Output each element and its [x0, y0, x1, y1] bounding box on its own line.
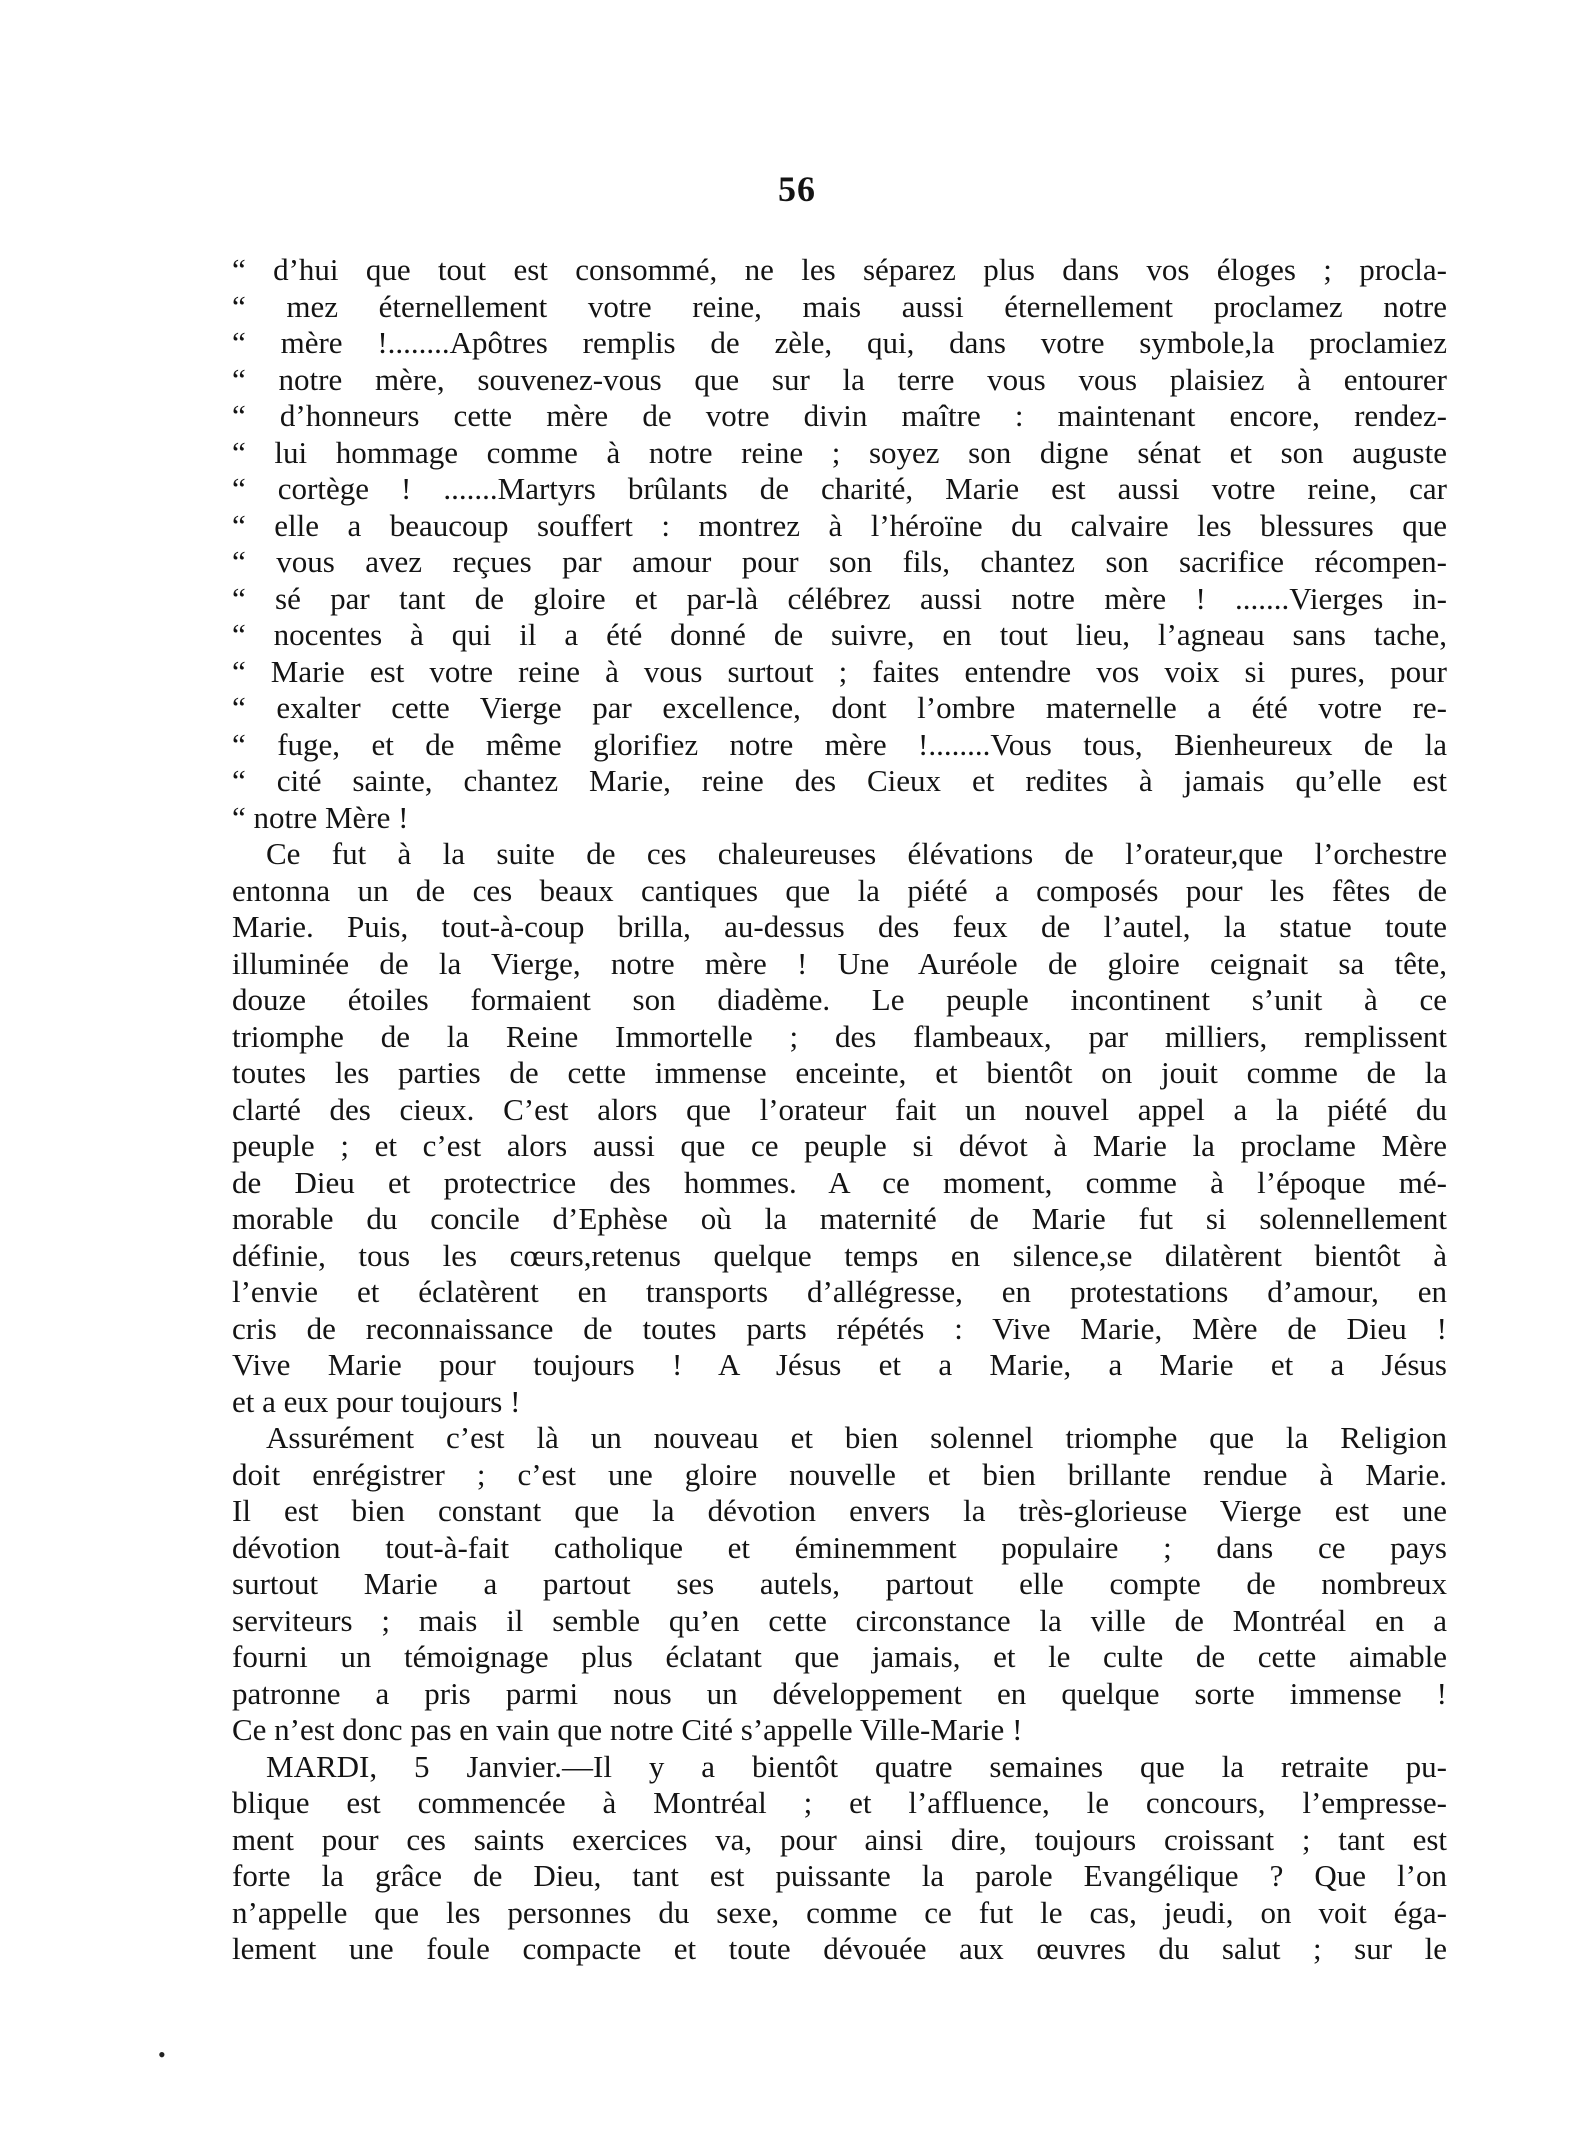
- text-line: entonna un de ces beaux cantiques que la piété a composés pour les fêtes de: [232, 872, 1447, 908]
- text-line: “ exalter cette Vierge par excellence, dont l’ombre maternelle a été votre re-: [232, 690, 1447, 725]
- text-line: “ nocentes à qui il a été donné de suivre, en tout lieu, l’agneau sans tache,: [232, 617, 1447, 652]
- page-number: 56: [778, 169, 816, 209]
- text-line: peuple ; et c’est alors aussi que ce peuple si dévot à Marie la proclame Mère: [232, 1128, 1447, 1163]
- text-line: “ notre mère, souvenez-vous que sur la terre vous vous plaisiez à entourer: [232, 361, 1447, 397]
- text-line: illuminée de la Vierge, notre mère ! Une Auréole de gloire ceignait sa tête,: [232, 945, 1447, 981]
- text-line: “ lui hommage comme à notre reine ; soyez son digne sénat et son auguste: [232, 434, 1447, 470]
- text-line: clarté des cieux. C’est alors que l’orateur fait un nouvel appel a la piété du: [232, 1091, 1447, 1127]
- paragraph-first-line: MARDI, 5 Janvier.—Il y a bientôt quatre semaines que la retraite pu-: [266, 1748, 1447, 1784]
- text-line: “ fuge, et de même glorifiez notre mère !........Vous tous, Bienheureux de la: [232, 726, 1447, 762]
- margin-dot-mark: •: [158, 2042, 166, 2067]
- text-line: Ce n’est donc pas en vain que notre Cité s’appelle Ville-Marie !: [232, 1712, 1023, 1747]
- text-line: doit enrégistrer ; c’est une gloire nouvelle et bien brillante rendue à Marie.: [232, 1456, 1447, 1492]
- text-line: “ d’honneurs cette mère de votre divin maître : maintenant encore, rendez-: [232, 398, 1447, 433]
- text-line: dévotion tout-à-fait catholique et éminemment populaire ; dans ce pays: [232, 1529, 1447, 1565]
- text-line: l’envie et éclatèrent en transports d’allégresse, en protestations d’amour, en: [232, 1274, 1447, 1309]
- text-line: patronne a pris parmi nous un développement en quelque sorte immense !: [232, 1675, 1447, 1711]
- text-line: n’appelle que les personnes du sexe, comme ce fut le cas, jeudi, on voit éga-: [232, 1894, 1447, 1930]
- text-line: “ notre Mère !: [232, 799, 409, 835]
- text-line: et a eux pour toujours !: [232, 1383, 521, 1419]
- text-line: “ d’hui que tout est consommé, ne les séparez plus dans vos éloges ; procla-: [232, 252, 1447, 287]
- text-line: toutes les parties de cette immense enceinte, et bientôt on jouit comme de la: [232, 1055, 1447, 1090]
- text-line: douze étoiles formaient son diadème. Le peuple incontinent s’unit à ce: [232, 982, 1447, 1017]
- text-line: “ cortège ! .......Martyrs brûlants de charité, Marie est aussi votre reine, car: [232, 471, 1447, 506]
- text-line: fourni un témoignage plus éclatant que jamais, et le culte de cette aimable: [232, 1639, 1447, 1674]
- text-line: Marie. Puis, tout-à-coup brilla, au-dessus des feux de l’autel, la statue toute: [232, 909, 1447, 944]
- paragraph-first-line: Ce fut à la suite de ces chaleureuses élévations de l’orateur,que l’orchestre: [266, 836, 1447, 871]
- text-line: morable du concile d’Ephèse où la maternité de Marie fut si solennellement: [232, 1201, 1447, 1236]
- text-line: définie, tous les cœurs,retenus quelque temps en silence,se dilatèrent bientôt à: [232, 1237, 1447, 1273]
- text-line: serviteurs ; mais il semble qu’en cette circonstance la ville de Montréal en a: [232, 1602, 1447, 1638]
- text-line: Il est bien constant que la dévotion envers la très-glorieuse Vierge est une: [232, 1493, 1447, 1528]
- text-line: blique est commencée à Montréal ; et l’affluence, le concours, l’empresse-: [232, 1785, 1447, 1820]
- text-line: “ cité sainte, chantez Marie, reine des Cieux et redites à jamais qu’elle est: [232, 763, 1447, 798]
- text-line: “ mère !........Apôtres remplis de zèle, qui, dans votre symbole,la proclamiez: [232, 325, 1447, 360]
- text-line: triomphe de la Reine Immortelle ; des flambeaux, par milliers, remplissent: [232, 1018, 1447, 1054]
- text-line: de Dieu et protectrice des hommes. A ce moment, comme à l’époque mé-: [232, 1164, 1447, 1200]
- text-line: ment pour ces saints exercices va, pour ainsi dire, toujours croissant ; tant est: [232, 1821, 1447, 1857]
- text-line: surtout Marie a partout ses autels, partout elle compte de nombreux: [232, 1566, 1447, 1601]
- text-line: “ Marie est votre reine à vous surtout ; faites entendre vos voix si pures, pour: [232, 653, 1447, 689]
- text-line: lement une foule compacte et toute dévouée aux œuvres du salut ; sur le: [232, 1931, 1447, 1966]
- text-line: cris de reconnaissance de toutes parts répétés : Vive Marie, Mère de Dieu !: [232, 1310, 1447, 1346]
- text-line: “ vous avez reçues par amour pour son fils, chantez son sacrifice récompen-: [232, 544, 1447, 579]
- paragraph-first-line: Assurément c’est là un nouveau et bien solennel triomphe que la Religion: [266, 1420, 1447, 1455]
- text-line: “ elle a beaucoup souffert : montrez à l’héroïne du calvaire les blessures que: [232, 507, 1447, 543]
- text-line: Vive Marie pour toujours ! A Jésus et a Marie, a Marie et a Jésus: [232, 1347, 1447, 1382]
- text-line: forte la grâce de Dieu, tant est puissante la parole Evangélique ? Que l’on: [232, 1858, 1447, 1893]
- text-line: “ mez éternellement votre reine, mais aussi éternellement proclamez notre: [232, 288, 1447, 324]
- body-text: [232, 252, 1447, 1968]
- text-line: “ sé par tant de gloire et par-là célébrez aussi notre mère ! .......Vierges in-: [232, 580, 1447, 616]
